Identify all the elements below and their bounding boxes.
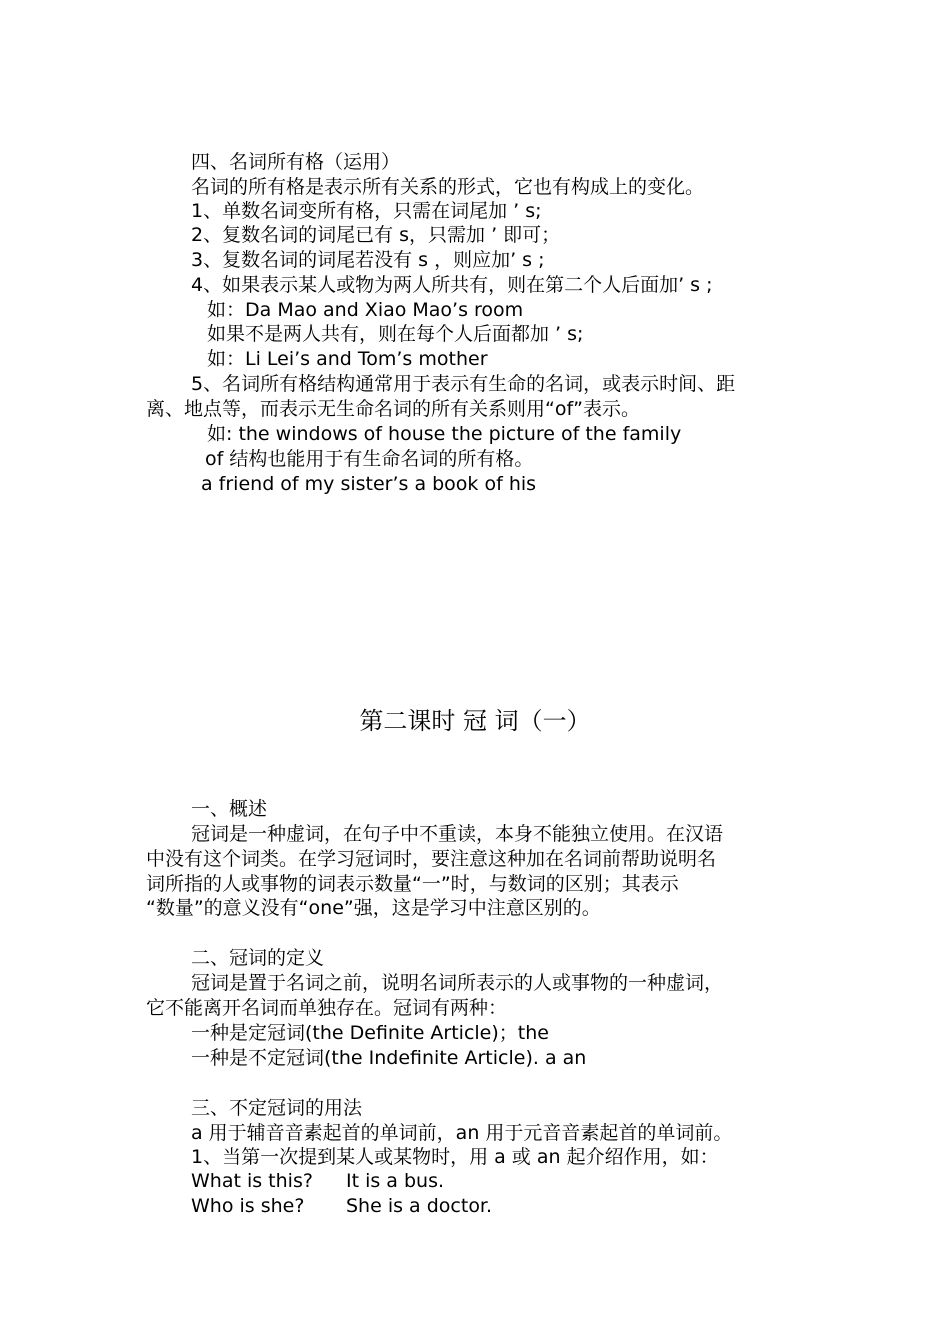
paragraph: a 用于辅音音素起首的单词前，an 用于元音音素起首的单词前。 bbox=[191, 1122, 733, 1144]
example-question: Who is she? bbox=[191, 1195, 305, 1217]
paragraph: 词所指的人或事物的词表示数量“一”时，与数词的区别；其表示 bbox=[146, 873, 679, 895]
example-answer: She is a doctor. bbox=[346, 1195, 493, 1217]
example: 如：Da Mao and Xiao Mao’s room bbox=[207, 299, 524, 321]
note: of 结构也能用于有生命名词的所有格。 bbox=[205, 448, 534, 470]
example: a friend of my sister’s a book of his bbox=[201, 473, 537, 495]
paragraph: 名词的所有格是表示所有关系的形式，它也有构成上的变化。 bbox=[191, 176, 705, 198]
example-answer: It is a bus. bbox=[346, 1170, 445, 1192]
note: 如果不是两人共有，则在每个人后面都加 ’ s; bbox=[207, 323, 584, 345]
rule-item: 1、当第一次提到某人或某物时，用 a 或 an 起介绍作用，如： bbox=[191, 1146, 719, 1168]
rule-item: 2、复数名词的词尾已有 s，只需加 ’ 即可； bbox=[191, 224, 561, 246]
definite-article-line: 一种是定冠词(the Definite Article)；the bbox=[191, 1022, 549, 1044]
lesson-title: 第二课时 冠 词（一） bbox=[359, 707, 591, 735]
rule-item: 3、复数名词的词尾若没有 s ，则应加’ s ; bbox=[191, 249, 545, 271]
rule-item: 5、名词所有格结构通常用于表示有生命的名词，或表示时间、距 bbox=[191, 373, 736, 395]
paragraph: “数量”的意义没有“one”强，这是学习中注意区别的。 bbox=[146, 897, 601, 919]
section-heading-overview: 一、概述 bbox=[191, 798, 268, 820]
section-heading-possessive: 四、名词所有格（运用） bbox=[191, 151, 401, 173]
example-question: What is this? bbox=[191, 1170, 313, 1192]
section-heading-indefinite-usage: 三、不定冠词的用法 bbox=[191, 1097, 363, 1119]
paragraph: 它不能离开名词而单独存在。冠词有两种： bbox=[146, 997, 508, 1019]
indefinite-article-line: 一种是不定冠词(the Indefinite Article). a an bbox=[191, 1047, 587, 1069]
paragraph: 中没有这个词类。在学习冠词时，要注意这种加在名词前帮助说明名 bbox=[146, 848, 717, 870]
rule-item-continued: 离、地点等，而表示无生命名词的所有关系则用“of”表示。 bbox=[146, 398, 641, 420]
example: 如: the windows of house the picture of the family bbox=[207, 423, 682, 445]
paragraph: 冠词是一种虚词，在句子中不重读，本身不能独立使用。在汉语 bbox=[191, 823, 724, 845]
example: 如：Li Lei’s and Tom’s mother bbox=[207, 348, 488, 370]
rule-item: 4、如果表示某人或物为两人所共有，则在第二个人后面加’ s ; bbox=[191, 274, 713, 296]
paragraph: 冠词是置于名词之前，说明名词所表示的人或事物的一种虚词， bbox=[191, 972, 724, 994]
rule-item: 1、单数名词变所有格，只需在词尾加 ’ s; bbox=[191, 200, 542, 222]
section-heading-definition: 二、冠词的定义 bbox=[191, 947, 325, 969]
